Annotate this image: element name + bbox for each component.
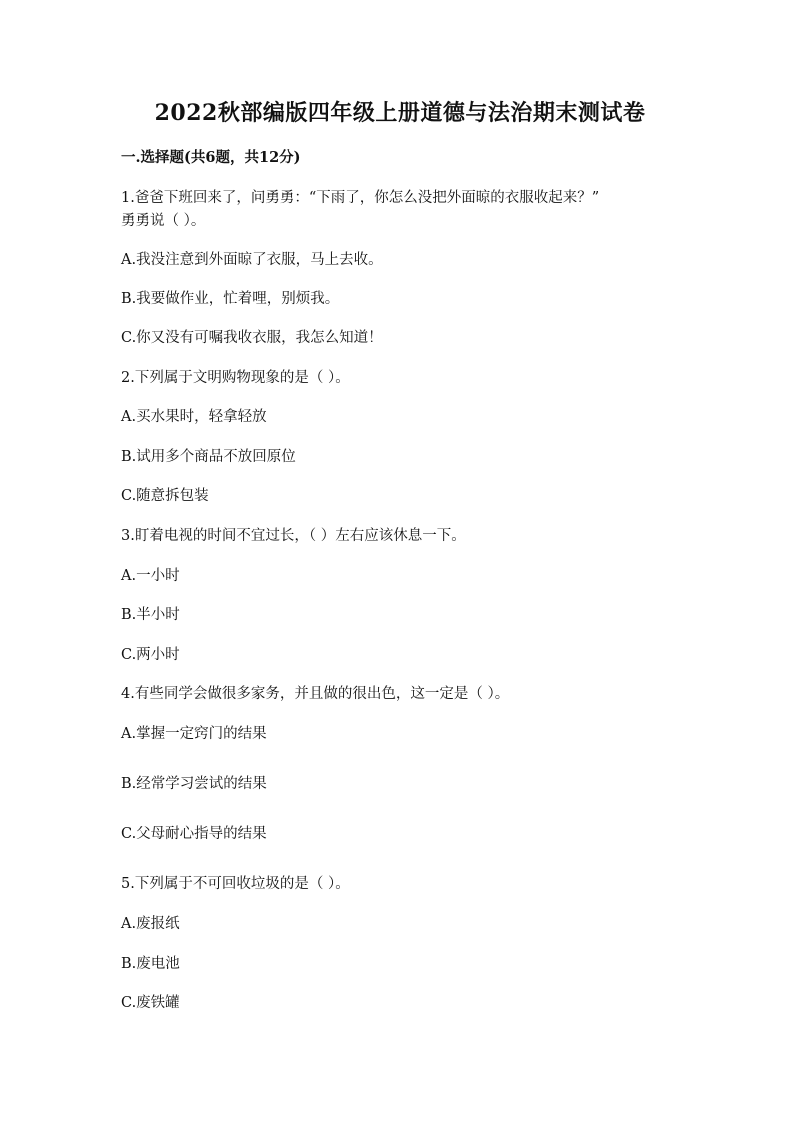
- question-4-option-a: A.掌握一定窍门的结果: [121, 726, 267, 742]
- question-5-option-c: C.废铁罐: [121, 995, 180, 1011]
- question-2-option-b: B.试用多个商品不放回原位: [121, 449, 296, 465]
- question-5-option-b: B.废电池: [121, 956, 180, 972]
- question-4-stem: 4.有些同学会做很多家务，并且做的很出色，这一定是（ ）。: [121, 686, 510, 702]
- question-2-option-c: C.随意拆包装: [121, 488, 209, 504]
- question-3-option-c: C.两小时: [121, 647, 180, 663]
- question-1-stem-cont: 勇勇说（ ）。: [121, 213, 206, 229]
- question-3-stem: 3.盯着电视的时间不宜过长，（ ）左右应该休息一下。: [121, 528, 466, 544]
- question-5-stem: 5.下列属于不可回收垃圾的是（ ）。: [121, 876, 350, 892]
- question-1-option-c: C.你又没有可嘱我收衣服，我怎么知道！: [121, 330, 383, 346]
- question-1-option-a: A.我没注意到外面晾了衣服，马上去收。: [121, 252, 383, 268]
- question-2-stem: 2.下列属于文明购物现象的是（ ）。: [121, 370, 350, 386]
- question-4-option-b: B.经常学习尝试的结果: [121, 776, 267, 792]
- section-heading: 一.选择题(共6题，共12分): [121, 149, 301, 166]
- question-2-option-a: A.买水果时，轻拿轻放: [121, 409, 267, 425]
- question-5-option-a: A.废报纸: [121, 916, 180, 932]
- question-1-stem: 1.爸爸下班回来了，问勇勇：“下雨了，你怎么没把外面晾的衣服收起来？”: [121, 190, 600, 206]
- question-1-option-b: B.我要做作业，忙着哩，别烦我。: [121, 291, 340, 307]
- question-3-option-b: B.半小时: [121, 607, 180, 623]
- page-title: 2022秋部编版四年级上册道德与法治期末测试卷: [154, 100, 646, 126]
- question-3-option-a: A.一小时: [121, 568, 180, 584]
- question-4-option-c: C.父母耐心指导的结果: [121, 826, 267, 842]
